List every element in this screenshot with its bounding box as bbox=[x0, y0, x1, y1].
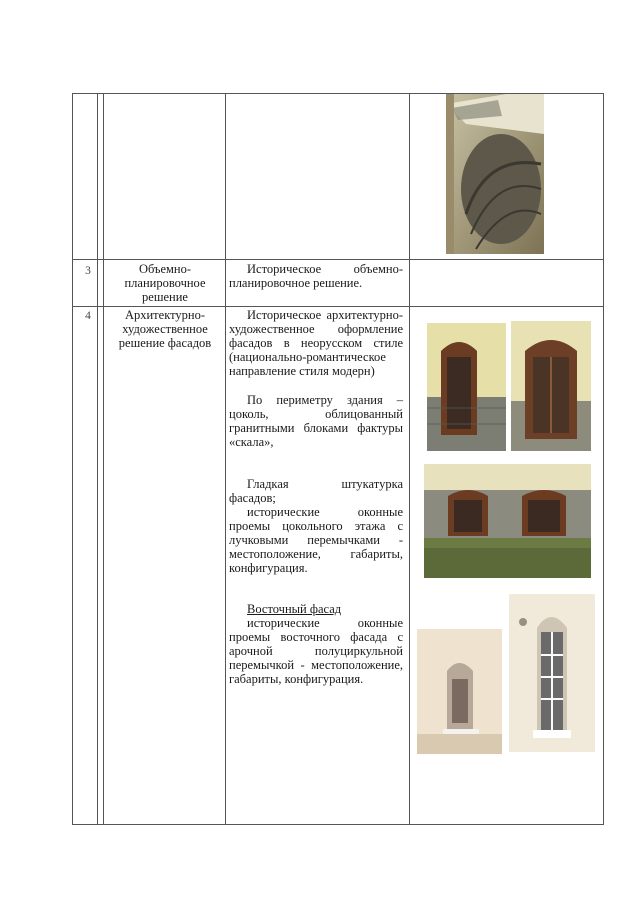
arched-window-photo-1 bbox=[417, 629, 502, 754]
plinth-description: По периметру здания – цоколь, облицованный гранитными блоками фактуры «скала», bbox=[229, 393, 403, 449]
row-divider bbox=[73, 259, 603, 260]
row-divider bbox=[73, 306, 603, 307]
column-divider bbox=[409, 94, 410, 824]
east-windows-description: исторические оконные проемы восточного фасада с арочной полуциркульной перемычкой - местоположение, габариты, конфигурация. bbox=[229, 616, 403, 686]
row-description: Историческое объемно-планировочное решение. bbox=[229, 262, 403, 290]
table bbox=[72, 93, 604, 825]
column-divider bbox=[225, 94, 226, 824]
plaster-description: Гладкая штукатурка фасадов; bbox=[229, 477, 403, 505]
arched-window-photo-2 bbox=[509, 594, 595, 752]
row-number: 4 bbox=[85, 310, 91, 322]
basement-windows-description: исторические оконные проемы цокольного этажа с лучковыми перемычками - местоположение, габариты, конфигурация. bbox=[229, 505, 403, 575]
window-photo-2 bbox=[511, 321, 591, 451]
window-photo-1 bbox=[427, 323, 506, 451]
column-divider bbox=[103, 94, 104, 824]
row-name: Объемно-планировочное решение bbox=[124, 262, 206, 304]
row-number: 3 bbox=[85, 265, 91, 277]
row-name: Архитектурно-художественное решение фасадов bbox=[118, 308, 212, 350]
east-facade-heading: Восточный фасад bbox=[247, 602, 342, 616]
column-divider bbox=[97, 94, 98, 824]
basement-windows-photo bbox=[424, 464, 591, 578]
facade-description: Историческое архитектурно-художественное оформление фасадов в неорусском стиле (национально-романтическое направление стиля модерн) bbox=[229, 308, 403, 378]
spiral-staircase-photo bbox=[446, 94, 544, 254]
